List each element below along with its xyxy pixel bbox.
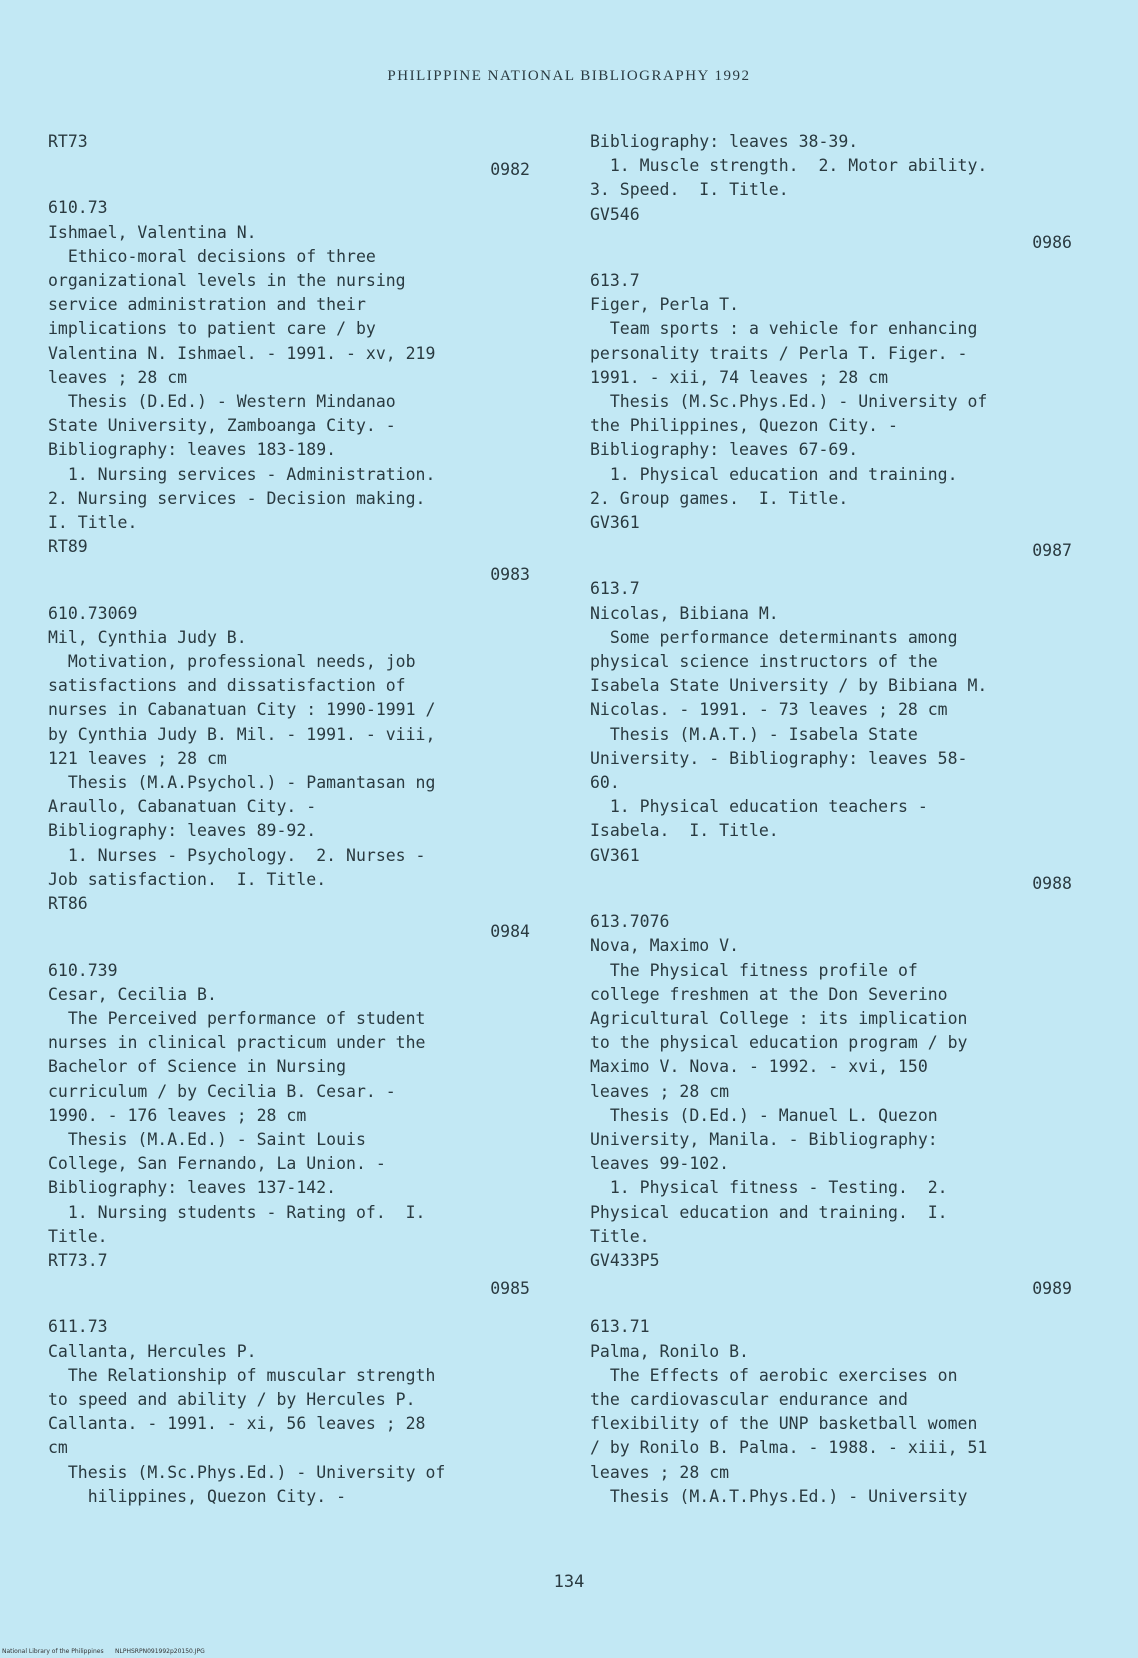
entry-line: / by Ronilo B. Palma. - 1988. - xiii, 51: [590, 1438, 988, 1458]
entry-line: 2. Nursing services - Decision making.: [48, 488, 426, 508]
entry-line: the cardiovascular endurance and: [590, 1389, 908, 1409]
entry-line: Ethico-moral decisions of three: [48, 246, 376, 266]
entry-line: college freshmen at the Don Severino: [590, 984, 948, 1004]
entry-line: Callanta. - 1991. - xi, 56 leaves ; 28: [48, 1414, 426, 1434]
entry-line: Bibliography: leaves 38-39.: [590, 132, 859, 151]
entry-number: 0989: [1032, 1279, 1072, 1299]
entry-line: Bibliography: leaves 137-142.: [48, 1178, 337, 1198]
entry-number: 0983: [490, 565, 530, 585]
entry-line: 1. Muscle strength. 2. Motor ability.: [590, 156, 988, 176]
entry-line: leaves ; 28 cm: [590, 1081, 730, 1101]
entry-line: Figer, Perla T.: [590, 295, 740, 315]
entry-line: 1. Nurses - Psychology. 2. Nurses -: [48, 845, 426, 865]
classification-number: 613.7: [590, 271, 640, 291]
entry-line: RT89: [48, 537, 88, 557]
entry-line: hilippines, Quezon City. -: [48, 1486, 347, 1506]
entry-line: GV361: [590, 513, 640, 533]
entry-line: Araullo, Cabanatuan City. -: [48, 797, 317, 817]
entry-line: Physical education and training. I.: [590, 1202, 948, 1222]
entry-line: curriculum / by Cecilia B. Cesar. -: [48, 1081, 396, 1101]
entry-line: 1. Physical education and training.: [590, 464, 958, 484]
entry-line: Agricultural College : its implication: [590, 1008, 968, 1028]
entry-line: 1990. - 176 leaves ; 28 cm: [48, 1105, 307, 1125]
entry-number: 0986: [1032, 232, 1072, 252]
entry-line: The Effects of aerobic exercises on: [590, 1365, 958, 1385]
entry-line: 3. Speed. I. Title.: [590, 180, 789, 200]
footer-file: NLPHSRPN091992p20150.JPG: [115, 1648, 205, 1655]
entry-line: State University, Zamboanga City. -: [48, 416, 396, 436]
entry-line: Isabela. I. Title.: [590, 821, 779, 841]
entry-line: nurses in Cabanatuan City : 1990-1991 /: [48, 700, 436, 720]
entry-line: 1. Nursing services - Administration.: [48, 464, 436, 484]
entry-line: GV546: [590, 204, 640, 224]
entry-line: Bachelor of Science in Nursing: [48, 1057, 347, 1077]
entry-line: 1991. - xii, 74 leaves ; 28 cm: [590, 367, 889, 387]
entry-line: Bibliography: leaves 67-69.: [590, 440, 859, 460]
entry-line: Thesis (M.Sc.Phys.Ed.) - University of: [590, 392, 988, 412]
classification-number: 613.7: [590, 579, 640, 599]
page-number: 134: [553, 1572, 585, 1592]
entry-line: 1. Physical education teachers -: [590, 797, 928, 817]
entry-line: Mil, Cynthia Judy B.: [48, 627, 247, 647]
entry-line: Motivation, professional needs, job: [48, 652, 416, 672]
entry-line: 60.: [590, 773, 620, 793]
entry-line: Team sports : a vehicle for enhancing: [590, 319, 978, 339]
entry-line: University. - Bibliography: leaves 58-: [590, 748, 968, 768]
entry-line: Thesis (M.A.Psychol.) - Pamantasan ng: [48, 773, 436, 793]
entry-line: College, San Fernando, La Union. -: [48, 1154, 386, 1174]
entry-line: leaves 99-102.: [590, 1154, 730, 1174]
entry-line: Callanta, Hercules P.: [48, 1341, 257, 1361]
entry-line: The Physical fitness profile of: [590, 960, 918, 980]
classification-number: 611.73: [48, 1317, 108, 1337]
entry-line: satisfactions and dissatisfaction of: [48, 676, 406, 696]
entry-line: University, Manila. - Bibliography:: [590, 1129, 938, 1149]
entry-number: 0984: [490, 922, 530, 942]
entry-line: The Perceived performance of student: [48, 1008, 426, 1028]
entry-line: service administration and their: [48, 295, 366, 315]
entry-line: the Philippines, Quezon City. -: [590, 416, 898, 436]
right-column: [590, 130, 1090, 1509]
entry-line: GV361: [590, 845, 640, 865]
footer-library: National Library of the Philippines: [2, 1648, 104, 1655]
scan-footer: [2, 1648, 205, 1655]
entry-line: Cesar, Cecilia B.: [48, 984, 217, 1004]
entry-line: Bibliography: leaves 89-92.: [48, 821, 317, 841]
entry-number: 0982: [490, 160, 530, 180]
call-number: RT73: [48, 132, 88, 151]
page-title: PHILIPPINE NATIONAL BIBLIOGRAPHY 1992: [387, 68, 751, 84]
entry-line: Ishmael, Valentina N.: [48, 222, 257, 242]
entry-line: organizational levels in the nursing: [48, 271, 406, 291]
classification-number: 610.739: [48, 960, 118, 980]
entry-line: personality traits / Perla T. Figer. -: [590, 343, 968, 363]
entry-line: by Cynthia Judy B. Mil. - 1991. - viii,: [48, 724, 436, 744]
entry-line: Valentina N. Ishmael. - 1991. - xv, 219: [48, 343, 436, 363]
entry-line: leaves ; 28 cm: [48, 367, 188, 387]
entry-line: Nova, Maximo V.: [590, 936, 740, 956]
entry-line: 1. Physical fitness - Testing. 2.: [590, 1178, 948, 1198]
entry-line: The Relationship of muscular strength: [48, 1365, 436, 1385]
entry-line: Bibliography: leaves 183-189.: [48, 440, 337, 460]
entry-line: I. Title.: [48, 513, 138, 533]
entry-line: leaves ; 28 cm: [590, 1462, 730, 1482]
entry-line: Thesis (M.Sc.Phys.Ed.) - University of: [48, 1462, 446, 1482]
entry-line: 1. Nursing students - Rating of. I.: [48, 1202, 426, 1222]
entry-line: to speed and ability / by Hercules P.: [48, 1389, 416, 1409]
entry-line: Nicolas, Bibiana M.: [590, 603, 779, 623]
entry-line: Job satisfaction. I. Title.: [48, 869, 327, 889]
entry-line: Title.: [48, 1226, 108, 1246]
classification-number: 610.73069: [48, 603, 138, 623]
entry-line: RT86: [48, 894, 88, 914]
entry-line: Thesis (M.A.T.) - Isabela State: [590, 724, 918, 744]
entry-line: GV433P5: [590, 1250, 660, 1270]
entry-line: 2. Group games. I. Title.: [590, 488, 849, 508]
entry-line: 121 leaves ; 28 cm: [48, 748, 227, 768]
entry-line: Thesis (M.A.Ed.) - Saint Louis: [48, 1129, 366, 1149]
entry-line: Thesis (M.A.T.Phys.Ed.) - University: [590, 1486, 968, 1506]
classification-number: 613.71: [590, 1317, 650, 1337]
entry-line: physical science instructors of the: [590, 652, 938, 672]
left-column: [48, 130, 548, 1509]
entry-line: implications to patient care / by: [48, 319, 376, 339]
entry-number: 0987: [1032, 541, 1072, 561]
entry-number: 0985: [490, 1279, 530, 1299]
classification-number: 613.7076: [590, 912, 670, 932]
entry-line: Title.: [590, 1226, 650, 1246]
entry-line: Nicolas. - 1991. - 73 leaves ; 28 cm: [590, 700, 948, 720]
classification-number: 610.73: [48, 198, 108, 218]
entry-line: Thesis (D.Ed.) - Manuel L. Quezon: [590, 1105, 938, 1125]
entry-line: Thesis (D.Ed.) - Western Mindanao: [48, 392, 396, 412]
entry-line: flexibility of the UNP basketball women: [590, 1414, 978, 1434]
entry-line: nurses in clinical practicum under the: [48, 1033, 426, 1053]
entry-line: Isabela State University / by Bibiana M.: [590, 676, 988, 696]
entry-line: Some performance determinants among: [590, 627, 958, 647]
entry-line: Palma, Ronilo B.: [590, 1341, 749, 1361]
entry-line: RT73.7: [48, 1250, 108, 1270]
entry-number: 0988: [1032, 873, 1072, 893]
entry-line: Maximo V. Nova. - 1992. - xvi, 150: [590, 1057, 928, 1077]
entry-line: to the physical education program / by: [590, 1033, 968, 1053]
entry-line: cm: [48, 1438, 68, 1458]
